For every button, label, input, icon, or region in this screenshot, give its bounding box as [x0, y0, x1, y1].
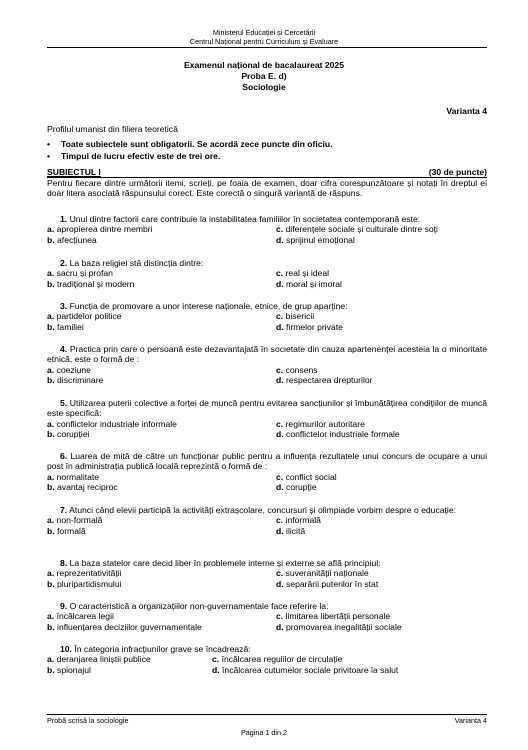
option-b: b. influențarea deciziilor guvernamentale: [47, 621, 202, 632]
question-number: 7.: [60, 505, 68, 515]
section-header: [47, 167, 487, 177]
center-name: Centrul Național pentru Curriculum și Evaluare: [189, 37, 339, 46]
question-text: O caracteristică a organizațiilor non-guvernamentale face referire la:: [69, 601, 329, 611]
option-a: a. sacru și profan: [47, 268, 113, 279]
option-d: d. moral și imoral: [276, 278, 342, 289]
question-7: [47, 505, 487, 536]
footer-divider: [47, 714, 487, 715]
bullet-icon: •: [47, 139, 51, 149]
variant-label: Varianta 4: [446, 106, 487, 116]
option-a: a. non-formală: [47, 515, 103, 526]
question-4: [47, 344, 487, 386]
option-a: a. încălcarea legii: [47, 611, 114, 622]
option-c: c. diferențele sociale și culturale dintre soți: [276, 224, 438, 235]
footer-left: Probă scrisă la sociologie: [47, 716, 129, 725]
option-b: b. afecțiunea: [47, 234, 97, 245]
question-text: Luarea de mită de către un funcționar public pentru a influența rezultatele unui concurs de ocupare a unui post în administrația publică locală reprezintă o formă de :: [47, 451, 487, 472]
question-8: [47, 558, 487, 589]
question-number: 3.: [60, 301, 68, 311]
question-number: 5.: [60, 398, 68, 408]
option-d: d. sprijinul emoțional: [276, 234, 355, 245]
question-number: 1.: [60, 214, 68, 224]
question-number: 4.: [60, 344, 68, 354]
option-a: a. partidelor politice: [47, 311, 122, 322]
option-c: c. bisericii: [276, 311, 315, 322]
option-c: c. informală: [276, 515, 321, 526]
question-text: Funcția de promovare a unor interese naționale, etnice, de grup aparține:: [69, 301, 348, 311]
option-c: c. limitarea libertății personale: [276, 611, 391, 622]
question-text: Practica prin care o persoană este dezavantajată în societate din cauza apartenenței acesteia la o minoritate etnică, este o formă de :: [47, 344, 487, 365]
option-a: a. coeziune: [47, 364, 91, 375]
option-a: a. apropierea dintre membri: [47, 224, 153, 235]
question-number: 6.: [60, 451, 68, 461]
option-b: b. discriminare: [47, 375, 104, 386]
bullet-icon: •: [47, 151, 51, 161]
question-2: [47, 258, 487, 289]
option-b: b. corupției: [47, 429, 90, 440]
option-c: c. încălcarea regulilor de circulație: [212, 654, 343, 665]
option-d: d. ilicită: [276, 525, 306, 536]
option-c: c. regimurilor autoritare: [276, 418, 365, 429]
exam-subject: Sociologie: [242, 82, 286, 92]
question-1: [47, 214, 487, 245]
option-c: c. consens: [276, 364, 318, 375]
option-b: b. spionajul: [47, 664, 91, 675]
option-b: b. pluripartidismului: [47, 578, 122, 589]
option-a: a. reprezentativității: [47, 568, 122, 579]
option-a: a. deranjarea liniștii publice: [47, 654, 151, 665]
question-number: 2.: [60, 258, 68, 268]
question-number: 9.: [60, 601, 68, 611]
profile-text: Profilul umanist din filiera teoretică: [47, 124, 178, 134]
section-intro: Pentru fiecare dintre următorii itemi, scrieți, pe foaia de examen, doar cifra corespunzătoare și notați în dreptul ei doar litera asociată răspunsului corect. Este corectă o singură variantă de răspuns.: [47, 178, 487, 199]
option-d: d. respectarea drepturilor: [276, 375, 373, 386]
section-points: (30 de puncte): [428, 167, 487, 177]
option-a: a. conflictelor industriale informale: [47, 418, 177, 429]
option-d: d. încălcarea cutumelor sociale privitoare la salut: [212, 664, 399, 675]
exam-proba: Proba E. d): [241, 71, 287, 81]
option-d: d. promovarea inegalității sociale: [276, 621, 402, 632]
question-number: 8.: [60, 558, 68, 568]
option-b: b. familiei: [47, 321, 84, 332]
option-c: c. suveranității naționale: [276, 568, 369, 579]
instruction-bullet-2: • Timpul de lucru efectiv este de trei ore.: [47, 151, 221, 161]
question-3: [47, 301, 487, 332]
exam-title: Examenul național de bacalaureat 2025: [183, 60, 344, 70]
option-d: d. corupție: [276, 482, 317, 493]
option-b: b. formală: [47, 525, 86, 536]
header-divider: [47, 47, 487, 48]
instruction-bullet-1: • Toate subiectele sunt obligatorii. Se acordă zece puncte din oficiu.: [47, 139, 333, 149]
option-c: c. real și ideal: [276, 268, 330, 279]
footer-variant: Varianta 4: [454, 716, 487, 725]
option-a: a. normalitate: [47, 471, 100, 482]
question-6: [47, 451, 487, 493]
question-9: [47, 601, 487, 632]
option-b: b. avantaj reciproc: [47, 482, 118, 493]
option-d: d. separării puterilor în stat: [276, 578, 379, 589]
question-text: La baza religiei stă distincția dintre:: [69, 258, 204, 268]
question-10: [47, 644, 487, 675]
option-c: c. conflict social: [276, 471, 337, 482]
section-title: SUBIECTUL I: [47, 167, 101, 177]
question-text: La baza statelor care decid liber în problemele interne și externe se află principiul:: [69, 558, 381, 568]
option-d: d. firmelor private: [276, 321, 343, 332]
question-text: Atunci când elevii participă la activități extrașcolare, concursuri și olimpiade vorbim despre o educație:: [69, 505, 456, 515]
page-number: Pagina 1 din 2: [241, 728, 287, 737]
question-text: Unul dintre factorii care contribuie la instabilitatea familiilor în societatea contemporană este:: [69, 214, 421, 224]
ministry-name: Ministerul Educației și Cercetării: [212, 28, 316, 37]
question-text: Utilizarea puterii colective a forței de muncă pentru evitarea sancțiunilor și îmbunătățirea condițiilor de muncă este specifică:: [47, 398, 487, 419]
question-5: [47, 398, 487, 440]
question-number: 10.: [60, 644, 72, 654]
question-text: În categoria infracțiunilor grave se încadrează:: [74, 644, 251, 654]
option-d: d. conflictelor industriale formale: [276, 429, 400, 440]
option-b: b. tradițional și modern: [47, 278, 135, 289]
